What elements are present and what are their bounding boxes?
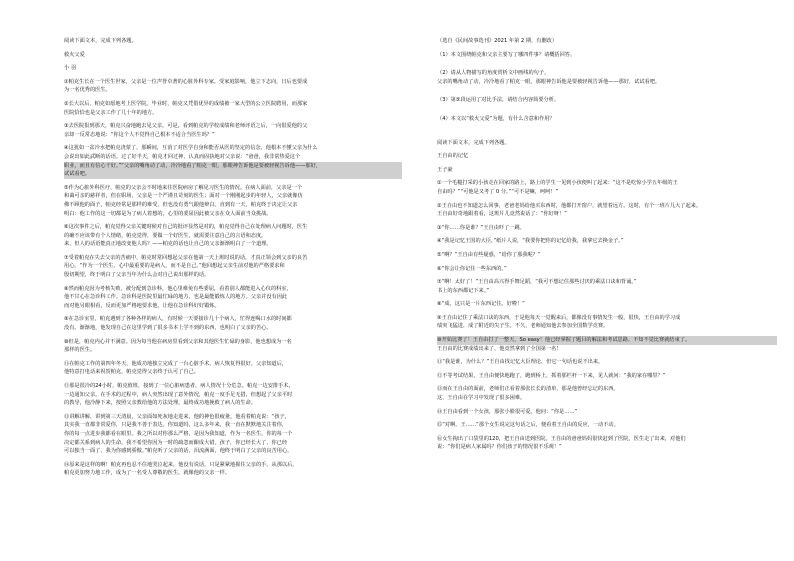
- question-text-line: 父亲的嘴角动了动，冷冷地看了帕克一眼，那眼神告诉他是要被轻视告诉他——那好，试试看吧。: [437, 78, 661, 85]
- question-text-line: ③“你……你是谁？”王自由吓了一跳。: [437, 224, 525, 231]
- question-text-line: 王自由好奇地跟着看，这班片儿竟然说话了：“你好呀！”: [437, 211, 567, 218]
- question-text-line: ⑤“啊？”王自由有些疑惑，“给你了那我呢？”: [437, 251, 541, 258]
- article-text-line: ②长大以后，帕克如愿地考上医学院。毕业时，帕克又凭借优异的成绩被一家大型的公立医院聘用，而那家: [64, 100, 308, 107]
- question-text-line: ②王自由也不知道怎么回事，老爸老妈给他买东西时，他都打开窗户，就望着远方。这时，有个一班片儿大了起来。: [437, 202, 702, 209]
- question-text-line: （1）本文围绕帕克和父亲主要写了哪四件事？请概括回答。: [437, 51, 576, 58]
- article-text-line: 其实我一直都非常爱你，只是我不善于表达。你知道吗，这么多年来，我一直在默默地关注着你，: [64, 422, 288, 429]
- article-text-line: 救火父爱: [64, 51, 85, 58]
- article-text-line: 用心。“作为一个医生，心中最重要的是病人，而不是自己。”他回想起父亲生前对他的严格要求和: [64, 263, 285, 270]
- question-text-line: ⑯女生掏出了口袋里的120，把王自由送到医院。王自由的爸爸妈妈很快赶到了医院，医生走了出来，对他们: [437, 435, 686, 442]
- question-text-line: ⑮“对啊，王……”那个女生说完这句话之后，便看着王自由的反应，一动不动。: [437, 422, 619, 429]
- question-text-line: 自由吗？”“可他是又考了 0 分。”“可不是嘛，呵呵！”: [437, 188, 559, 195]
- question-text-line: 说：“你们是病人家属吗？你们孩子的情况很不乐观！”: [437, 444, 562, 451]
- article-text-line: ④这犹如一盆冷水把帕克浇蒙了，那瞬间，互消了对医学自身和能否从医的坚定的信念，他根本不懂父亲为什么: [64, 145, 318, 152]
- article-text-line: 殷切期望，终于明白了父亲当年为什么会对自己说出那样的话。: [64, 272, 210, 279]
- article-text-line: 为一名优秀的医生。: [64, 87, 111, 94]
- question-text-line: ①一个毛糙打采的小孩走在回家的路上，路上的学生一见到小孩便叫了起来：“这不是吃惊小学五年级的王: [437, 180, 678, 187]
- article-text-line: 小 羽: [64, 65, 77, 72]
- article-text-line: 决定都关系到病人的生命。我不希望你因为一时的疏忽而酿成大错。孩子，你已经长大了，你已经: [64, 439, 288, 446]
- question-text-line: ⑥“你会让你记住一些东西的。”: [437, 265, 507, 272]
- article-text-line: ⑤作为心脏外科医疗，帕克的父亲会不时地来往医院病房了解见习医生的情况。在病人面前，父亲是一个: [64, 184, 303, 191]
- article-text-line: ⑦受着帕克在失去父亲的苦痛中，帕克时常回想起父亲在他第一天上班时说的话，才真正领会到父亲的良苦: [64, 254, 308, 261]
- left-column: [64, 37, 402, 478]
- article-text-line: 职业，而且有信心干好。”“父亲的嘴角动了动，冷冷地看了帕克一眼，那眼神告诉他是要被轻视告诉他——那好，: [64, 162, 402, 171]
- article-text-line: ⑧然而帕克因为考核失败，被分配到急诊科。他心里难免有些委屈，看着别人都能进入心仪的科室，: [64, 285, 292, 292]
- article-text-line: 的教导，他冷静下来，按照父亲教给他的方法处理，最终成功地挽救了病人的生命。: [64, 400, 256, 407]
- question-text-line: 这，王自由在学习中发现了很多困难。: [437, 395, 526, 402]
- article-text-line: 佛不顾他的面子，帕克经常是那样的难受，但也没有勇气跟他辩白。直到有一天，帕克终于决定让父亲: [64, 201, 298, 208]
- article-text-line: 帕克更加努力地工作，成为了一名受人尊敬的医生，就像他的父亲一样。: [64, 470, 231, 477]
- article-text-line: 亲却一反常态地说：“你这个人不觉得自己根本不适合当医生吗？”: [64, 131, 215, 138]
- question-text-line: ⑬而在王自由的面前，老师们正看着那张长长的清单，那是他曾经忘记的东西。: [437, 386, 619, 393]
- article-text-line: 明白：他工作的这一切都是为了病人着想的，心里的委屈因此被父亲在众人面前当众挑战。: [64, 210, 272, 217]
- article-text-line: ⑬讲解讲解，讲到第三天清晨，父亲面如死灰地走进来，他的神色很疲惫。他看着帕克说：“孩子，: [64, 413, 290, 420]
- right-column: [437, 37, 777, 452]
- question-text-line: （2）请从人物描写的角度赏析文中画线的句子。: [437, 70, 550, 77]
- article-text-line: 没有。渐渐地，他发现自己在这里学到了很多书本上学不到的东西，也明白了父亲的苦心。: [64, 325, 272, 332]
- question-text-line: （3）第⑤段运用了对比手法，请结合内容简要分析。: [437, 97, 560, 104]
- article-text-line: ⑫那是很冷的24小时，帕克值班，接到了一位心脏病患者，病人情况十分危急。帕克一边安排手术，: [64, 383, 294, 389]
- article-text-line: 会说出如此武断的话语。过了好半天，帕克才回过神，认真而固执地对父亲说：“爸爸，我非常热爱这个: [64, 153, 301, 160]
- article-text-line: 那样的医生。: [64, 347, 96, 354]
- question-text-line: ⑭王自由看到一个女孩，那张小脸很可爱。他问：“你是……”: [437, 408, 578, 415]
- article-text-line: 而对他另眼相看，反而更加严格地要求他，让他在急诊科好好锻炼。: [64, 302, 220, 309]
- article-text-line: 试试看吧。: [64, 170, 402, 179]
- question-text-line: ④“我是记忆王国的大臣，”纸片人说，“我要你把你的记忆给我，我拿它去换金子。”: [437, 238, 624, 245]
- article-text-line: 他不甘心在急诊科工作。急诊科是医院里最忙碌的地方，也是最能锻炼人的地方。父亲并没有因此: [64, 294, 288, 301]
- article-text-line: 你的每一点进步我都看在眼里。我之所以对你那么严格，是因为我知道，作为一名医生，你的每一个: [64, 430, 293, 437]
- article-text-line: ⑨在急诊室里，帕克遇到了各种各样的病人，有时候一天要接诊几十个病人，忙得连喝口水的时间都: [64, 316, 292, 323]
- article-text-line: ⑩但是，帕克内心并不满意。因为每当他在病房里看到父亲和其他医生忙碌的身影，他也想成为一名: [64, 338, 292, 345]
- article-text-line: 来，但人的话语能真正地改变他人吗？——帕克的话也让自己的父亲渐渐明白了一个道理。: [64, 241, 272, 248]
- article-text-line: 一边通知父亲。在手术的过程中，病人突然出现了意外情况，帕克一度手足无措，但想起了父亲平时: [64, 391, 293, 398]
- question-text-line: ⑦“啊！太好了！”王自由高兴得手舞足蹈，“我可不想记住那些讨厌的乘法口诀和背诵。”: [437, 279, 637, 286]
- article-text-line: ⑥这次事件之后，帕克觉得父亲关键时候对自己的批评显然是对的，帕克觉得自己在处理病人问题时，医生: [64, 224, 308, 231]
- question-text-line: 王子豪: [437, 166, 453, 173]
- question-text-line: ⑩开始比赛了！王自由打了一整天，So easy！他已经掌握了题目的解法和考试思路。不知不觉比赛就结束了。: [437, 336, 777, 345]
- question-text-line: ⑫不等考试结果，王自由便快地跑了，跑到桥上，抓着那栏杆一下来，见人就问：“我的家在哪里？”: [437, 372, 666, 379]
- question-text-line: 王自由的记忆: [437, 153, 469, 160]
- article-text-line: ⑪在帕克工作的第四年冬天，他成功地独立完成了一台心脏手术，病人恢复得很好。父亲知道后，: [64, 360, 288, 367]
- question-text-line: 绩突飞猛进，成了附近的尖子生。不久，老师通知他去参加全国数学竞赛。: [437, 323, 609, 330]
- question-text-line: ⑪“我是谁，为什么？”王自由找记忆大臣理论，但它一句话也说不出来。: [437, 359, 604, 366]
- article-text-line: 他特意打电话来祝贺帕克，帕克觉得父亲终于认可了自己。: [64, 369, 199, 376]
- question-text-line: （选自《民间故事选刊》2021 年第 2 期，有删改）: [437, 38, 558, 44]
- article-text-line: 医院恰恰也是父亲工作了几十年的地方。: [64, 109, 158, 116]
- question-text-line: 书上的东西都记下来。”: [437, 287, 489, 294]
- question-text-line: （4）本文以“救火父爱”为题，有什么含意和作用？: [437, 115, 555, 122]
- article-text-line: 阅读下面文本，完成下列各题。: [64, 38, 137, 44]
- article-text-line: 可以独当一面了，我为你感到骄傲。”帕克听了父亲的话，泪流满面，他终于明白了父亲的良苦用心。: [64, 448, 293, 455]
- question-text-line: 王自由的比赛成绩出来了，他竟然拿到了全国第一名！: [437, 345, 562, 352]
- article-text-line: 和蔼可亲的慈祥者，但在职场，父亲是一个严谨且苛刻的医生；面对一个刚刚起步的年轻人，父亲就像仿: [64, 193, 303, 200]
- article-text-line: ⑭原来是这样的啊！帕克再也忍不住地哭泣起来，他没有说话，只是紧紧地握住父亲的手。从那以后，: [64, 461, 298, 468]
- question-text-line: ⑨王自由记住了乘法口诀的东西，于是他每天一觉醒来后，都像没有事情发生一般，很快，王自由的学习成: [437, 314, 681, 321]
- article-text-line: ①帕克生长在一个医生世家，父亲是一位声誉卓著的心脏外科专家。受家庭影响，他立下志向，日后也要成: [64, 78, 308, 85]
- question-text-line: ⑧“成，这只是一片东西记住。好啦！”: [437, 301, 525, 308]
- article-text-line: 的确不应该带有个人情绪，帕克觉得，要做一个好医生，就需要注意自己的言语和态度。: [64, 232, 267, 239]
- question-text-line: 阅读下面文本，完成下列各题。: [437, 139, 510, 146]
- article-text-line: ③去医院报到那天，帕克兴奋地跑去见父亲。可是，看到帕克的学校成绩和老师评语之后，一向很爱他的父: [64, 123, 308, 130]
